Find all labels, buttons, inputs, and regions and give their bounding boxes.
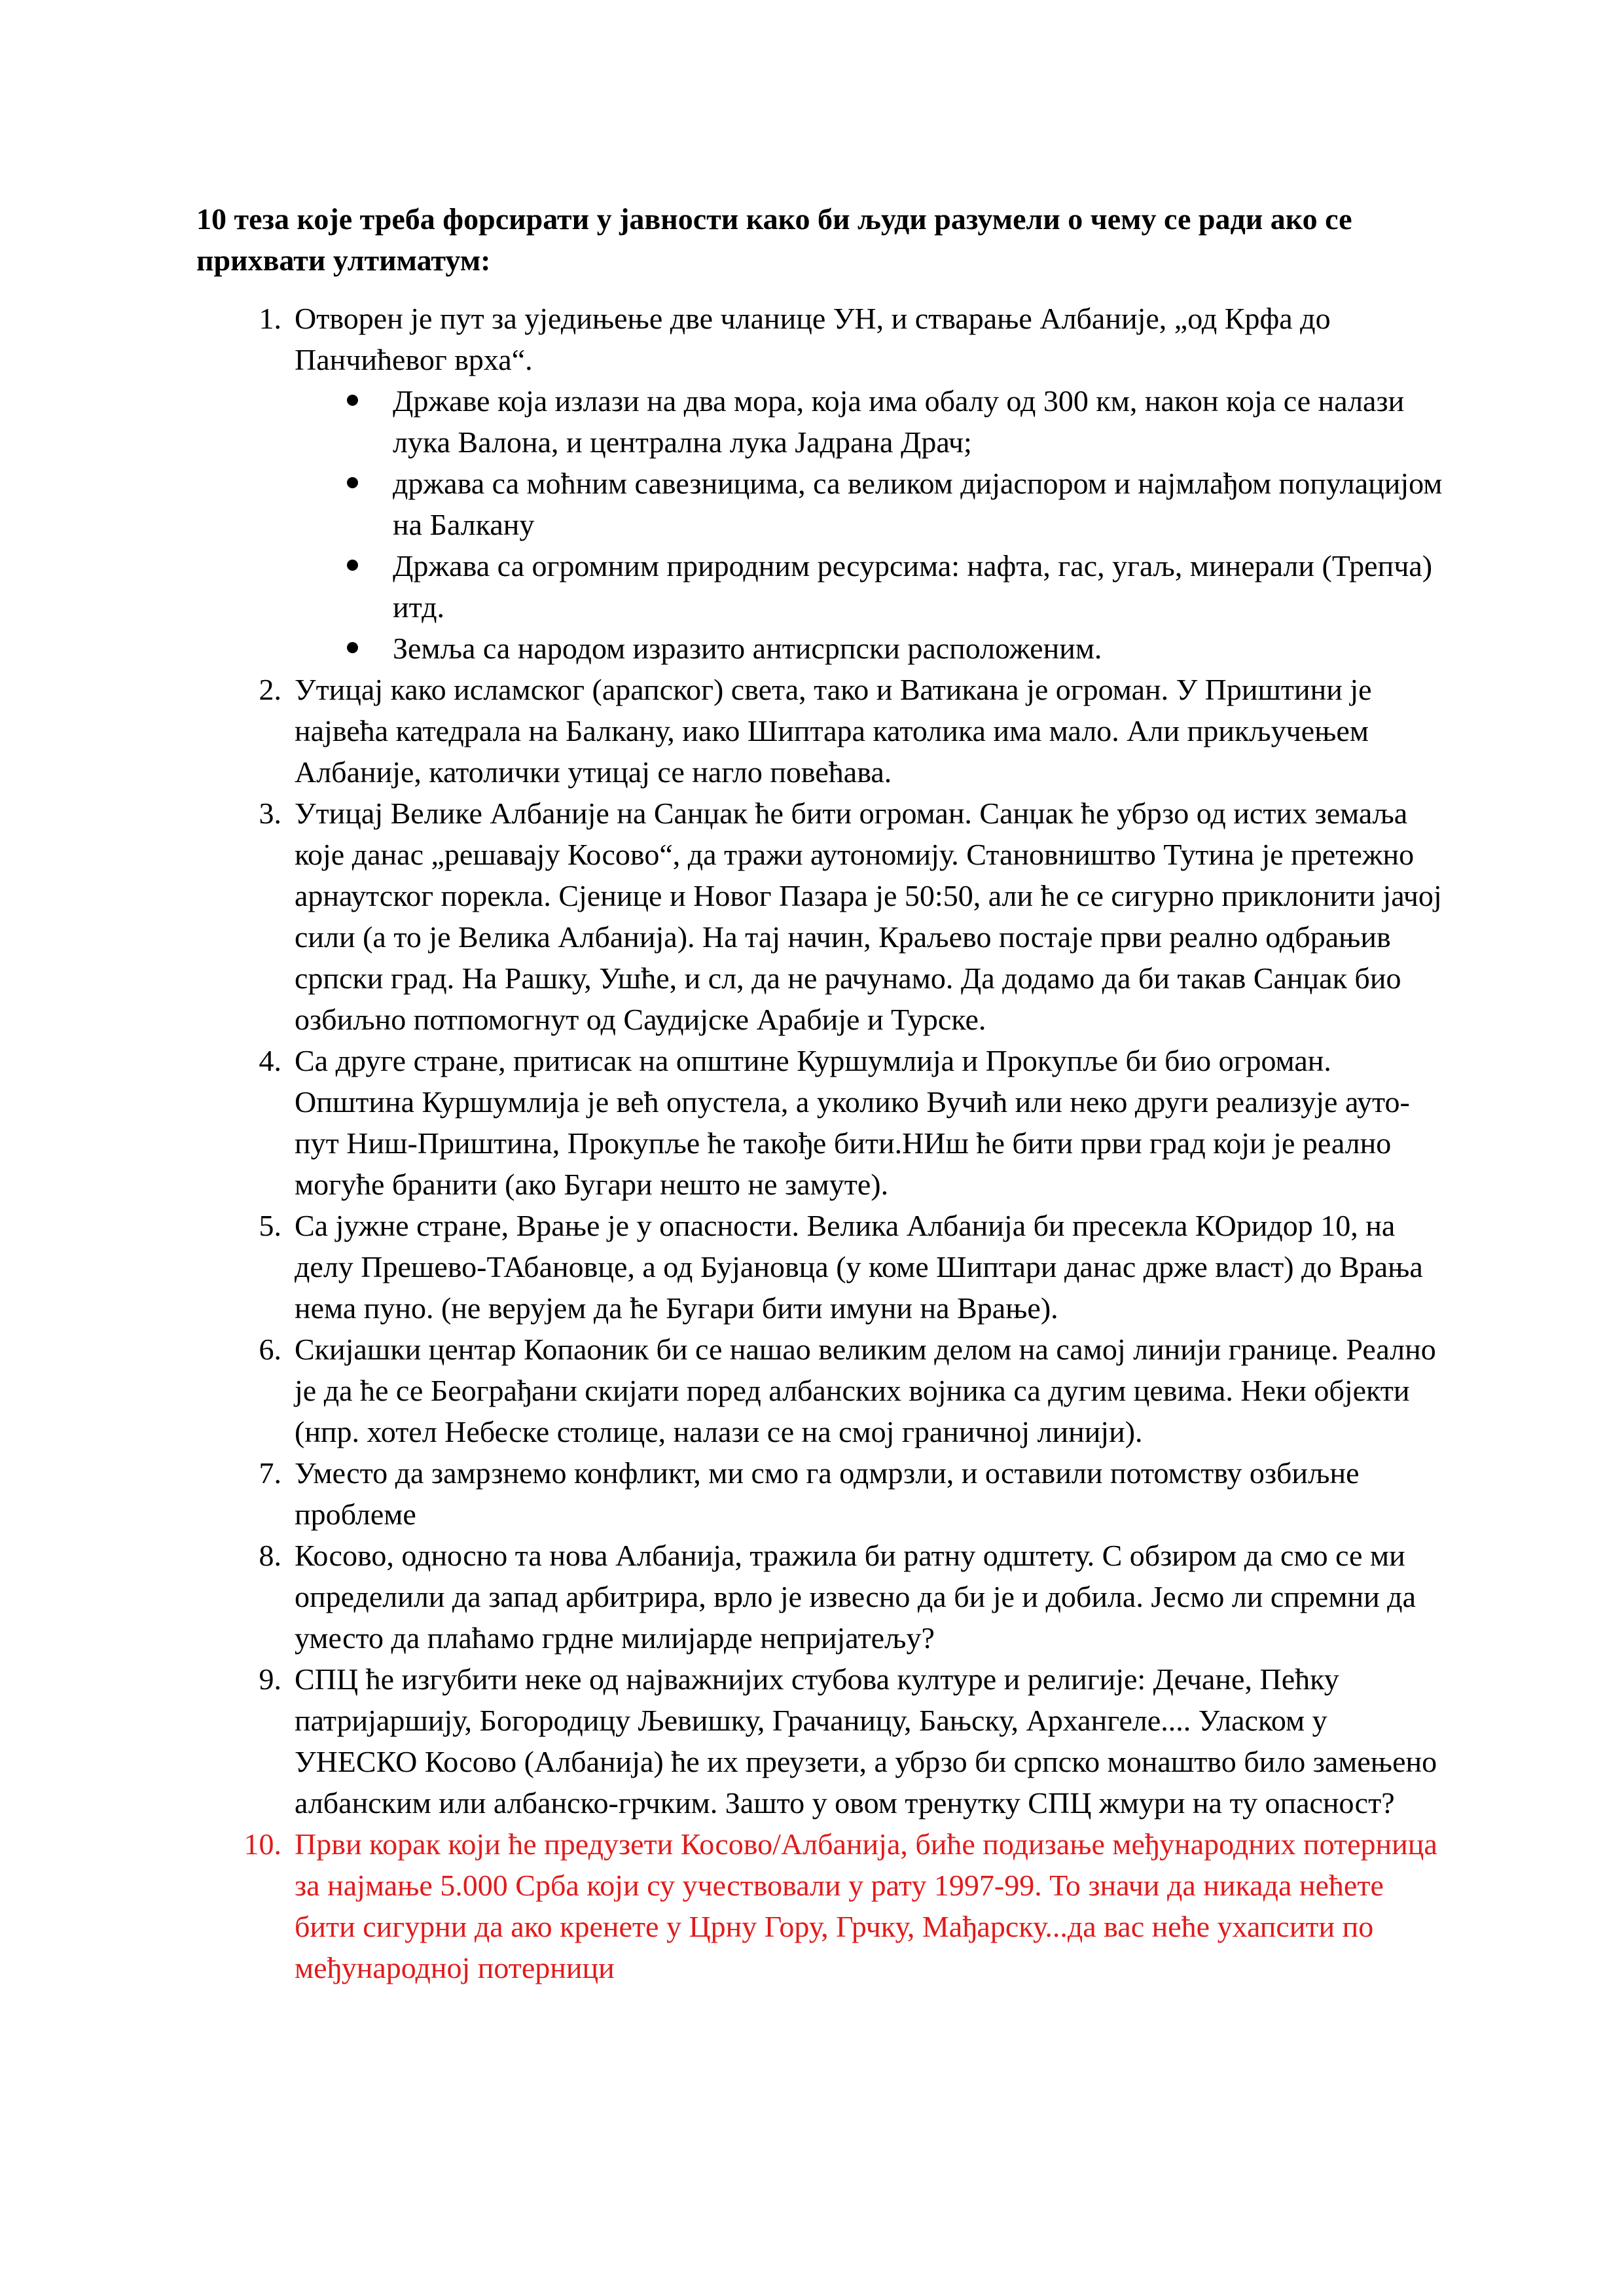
item-number: 9. — [259, 1662, 281, 1696]
item-text: Утицај Велике Албаније на Санџак ће бити огроман. Санџак ће убрзо од истих земаља које данас „решавају Косово“, да тражи аутономију. Становништво Тутина је претежно арнаутског порекла. Сјенице и Новог Пазара је 50:50, али ће се сигурно приклонити јачој сили (а то је Велика Албанија). На тај начин, Краљево постаје први реално одбрањив српски град. На Рашку, Ушће, и сл, да не рачунамо. Да додамо да би такав Санџак био озбиљно потпомогнут од Саудијске Арабије и Турске. — [295, 797, 1442, 1036]
item-text: Отворен је пут за уједињење две чланице УН, и стварање Албаније, „од Крфа до Панчићевог врха“. — [295, 302, 1331, 376]
item-number: 5. — [259, 1209, 281, 1242]
bullet-list — [295, 380, 1447, 669]
theses-list — [196, 298, 1447, 1988]
bullet-item — [295, 380, 1447, 463]
bullet-icon — [347, 395, 358, 406]
item-text: Скијашки центар Копаоник би се нашао великим делом на самој линији границе. Реално је да ће се Београђани скијати поред албанских војника са дугим цевима. Неки објекти (нпр. хотел Небеске столице, налази се на смој граничној линији). — [295, 1333, 1436, 1448]
item-text: Косово, односно та нова Албанија, тражила би ратну одштету. С обзиром да смо се ми определили да запад арбитрира, врло је извесно да би је и добила. Јесмо ли спремни да уместо да плаћамо грдне милијарде непријатељу? — [295, 1539, 1416, 1655]
item-number: 10. — [244, 1827, 281, 1861]
item-text: СПЦ ће изгубити неке од најважнијих стубова културе и религије: Дечане, Пећку патријаршију, Богородицу Љевишку, Грачаницу, Бањску, Архангеле.... Уласком у УНЕСКО Косово (Албанија) ће их преузети, а убрзо би српско монаштво било замењено албанским или албанско-грчким. Зашто у овом тренутку СПЦ жмури на ту опасност? — [295, 1662, 1437, 1820]
bullet-icon — [347, 560, 358, 571]
item-number: 4. — [259, 1044, 281, 1077]
bullet-item — [295, 628, 1447, 669]
list-item — [196, 1659, 1447, 1823]
list-item — [196, 1823, 1447, 1988]
bullet-item — [295, 545, 1447, 628]
bullet-text: држава са моћним савезницима, са великом дијаспором и најмлађом популацијом на Балкану — [393, 467, 1443, 541]
item-text: Са јужне стране, Врање је у опасности. Велика Албанија би пресекла КОридор 10, на делу Прешево-ТАбановце, а од Бујановца (у коме Шиптари данас држе власт) до Врања нема пуно. (не верујем да ће Бугари бити имуни на Врање). — [295, 1209, 1423, 1325]
list-item — [196, 1040, 1447, 1205]
document-title: 10 теза које треба форсирати у јавности како би људи разумели о чему се ради ако се прихвати ултиматум: — [196, 202, 1352, 277]
bullet-text: Државе која излази на два мора, која има обалу од 300 км, након која се налази лука Валона, и централна лука Јадрана Драч; — [393, 384, 1405, 459]
item-number: 6. — [259, 1333, 281, 1366]
item-number: 1. — [259, 302, 281, 335]
bullet-text: Земља са народом изразито антисрпски расположеним. — [393, 632, 1102, 665]
item-text: Уместо да замрзнемо конфликт, ми смо га одмрзли, и оставили потомству озбиљне проблеме — [295, 1456, 1360, 1531]
bullet-icon — [347, 477, 358, 488]
item-number: 7. — [259, 1456, 281, 1490]
item-number: 8. — [259, 1539, 281, 1572]
list-item — [196, 1329, 1447, 1452]
item-text: Утицај како исламског (арапског) света, тако и Ватикана је огроман. У Приштини је највећа катедрала на Балкану, иако Шиптара католика има мало. Али прикључењем Албаније, католички утицај се нагло повећава. — [295, 673, 1372, 789]
list-item — [196, 1205, 1447, 1329]
list-item — [196, 1535, 1447, 1659]
bullet-item — [295, 463, 1447, 545]
list-item — [196, 298, 1447, 669]
list-item — [196, 793, 1447, 1040]
list-item — [196, 669, 1447, 793]
list-item — [196, 1452, 1447, 1535]
item-text: Са друге стране, притисак на општине Куршумлија и Прокупље би био огроман. Општина Куршумлија је већ опустела, а уколико Вучић или неко други реализује ауто-пут Ниш-Приштина, Прокупље ће такође бити.НИш ће бити први град који је реално могуће бранити (ако Бугари нешто не замуте). — [295, 1044, 1410, 1201]
item-text: Први корак који ће предузети Косово/Албанија, биће подизање међународних потерница за најмање 5.000 Срба који су учествовали у рату 1997-99. То значи да никада нећете бити сигурни да ако кренете у Црну Гору, Грчку, Мађарску...да вас неће ухапсити по међународној потерници — [295, 1827, 1437, 1984]
item-number: 3. — [259, 797, 281, 830]
bullet-text: Држава са огромним природним ресурсима: нафта, гас, угаљ, минерали (Трепча) итд. — [393, 549, 1433, 624]
item-number: 2. — [259, 673, 281, 706]
bullet-icon — [347, 642, 358, 653]
